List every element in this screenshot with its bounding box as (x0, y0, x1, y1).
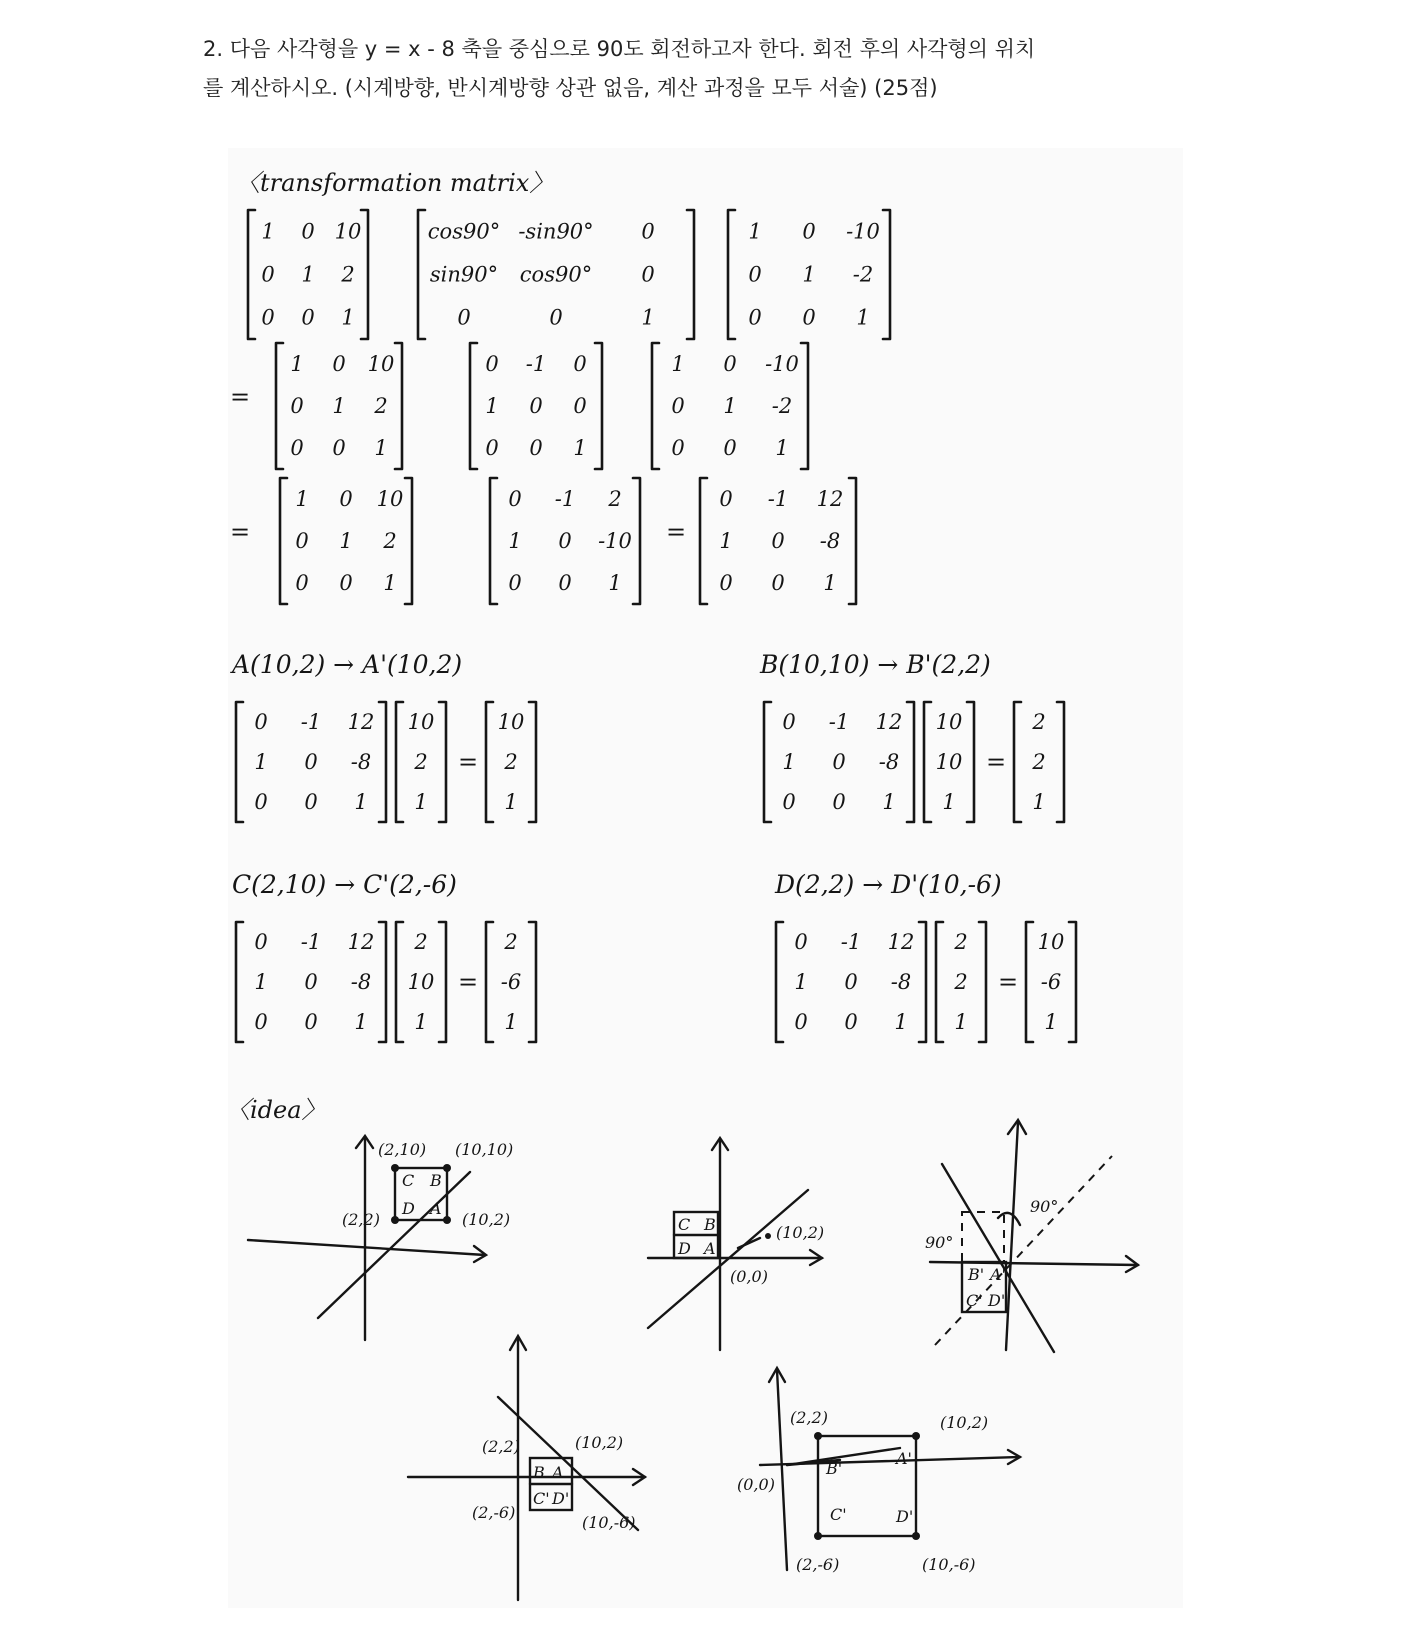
label-c: C (402, 1171, 415, 1190)
point-b-title: B(10,10) → B'(2,2) (760, 650, 991, 679)
point-b-transform-cell: 0 (782, 710, 796, 734)
r2-matrix-2-cell: 0 (485, 436, 499, 460)
point-a-transform-cell: 0 (254, 790, 268, 814)
r1-matrix-3-cell: 1 (748, 219, 762, 244)
label-origin: (0,0) (737, 1475, 775, 1494)
r3-matrix-1-cell: 1 (295, 487, 309, 511)
r1-matrix-3-cell: 0 (802, 305, 816, 330)
label-2-minus6: (2,-6) (472, 1503, 516, 1522)
label-10-minus6: (10,-6) (922, 1555, 976, 1574)
r3-equals: = (229, 518, 251, 546)
r3-matrix-3-cell: 12 (816, 487, 844, 511)
r1-matrix-2-cell: -sin90° (518, 219, 594, 244)
label-b: B (533, 1463, 545, 1482)
r1-matrix-3-cell: -10 (846, 219, 880, 244)
point-a-transform-cell: -8 (350, 750, 372, 774)
point-d-transform-cell: 12 (887, 930, 915, 954)
r1-matrix-2-cell: 0 (457, 305, 471, 330)
point-c-vector-cell: 10 (407, 970, 435, 994)
point-a-transform-cell: 0 (304, 790, 318, 814)
r1-matrix-1-cell: 0 (301, 219, 315, 244)
point-b-result-cell: 1 (1032, 790, 1046, 814)
label-a-prime: A' (896, 1449, 912, 1468)
r1-matrix-3-cell: 0 (802, 219, 816, 244)
r1-matrix-2-cell: 1 (641, 305, 655, 330)
r3-matrix-2-cell: 1 (608, 571, 622, 595)
point-c-transform-cell: -1 (300, 930, 322, 954)
r1-matrix-3-cell: 1 (856, 305, 870, 330)
label-a-prime: A' (990, 1265, 1006, 1284)
label-a: A (704, 1239, 716, 1258)
point-c-transform-cell: 0 (254, 930, 268, 954)
sketch-final-position (737, 1368, 1020, 1574)
r2-matrix-1-cell: 10 (367, 352, 395, 376)
r1-matrix-1-cell: 0 (261, 305, 275, 330)
line-y-equals-minus-x (942, 1164, 1054, 1352)
point-c-transform-cell: 0 (254, 1010, 268, 1034)
point-a-transform-cell: -1 (300, 710, 322, 734)
point-c-result-cell: -6 (500, 970, 522, 994)
r1-matrix-1-cell: 0 (301, 305, 315, 330)
point-a-equals: = (457, 748, 479, 776)
r3-matrix-2-cell: 1 (508, 529, 522, 553)
r3-matrix-3-cell: -8 (819, 529, 841, 553)
point-d-transform-cell: 1 (894, 1010, 908, 1034)
r2-matrix-2-cell: 1 (485, 394, 499, 418)
r2-matrix-2-cell: 0 (529, 436, 543, 460)
r3-matrix-3-cell: -1 (767, 487, 789, 511)
label-a: A (430, 1199, 442, 1218)
r1-matrix-1-cell: 1 (261, 219, 275, 244)
label-b: B (430, 1171, 442, 1190)
r3-matrix-2-cell: 0 (508, 571, 522, 595)
r3-equals-2: = (665, 518, 687, 546)
r1-matrix-1-cell: 10 (334, 219, 362, 244)
label-a: A (552, 1463, 564, 1482)
r1-matrix-3-cell: -2 (852, 262, 874, 287)
point-c-vector-cell: 2 (414, 930, 428, 954)
label-d-prime: D' (988, 1291, 1006, 1310)
point-a-transform-cell: 0 (254, 710, 268, 734)
point-b-vector-cell: 10 (935, 710, 963, 734)
r3-matrix-2-cell: -1 (554, 487, 576, 511)
r2-matrix-2-cell: -1 (525, 352, 547, 376)
r2-matrix-1-cell: 0 (290, 394, 304, 418)
y-axis (1006, 1122, 1018, 1350)
r2-matrix-2-cell: 1 (573, 436, 587, 460)
point-b-transform-cell: 1 (782, 750, 796, 774)
r1-matrix-3-cell: 0 (748, 305, 762, 330)
r3-matrix-1-cell: 0 (295, 571, 309, 595)
idea-heading: 〈idea〉 (226, 1096, 326, 1124)
r2-matrix-3-cell: 0 (671, 394, 685, 418)
point-b-result-cell: 2 (1032, 710, 1046, 734)
r1-matrix-1-cell: 2 (341, 262, 355, 287)
r2-matrix-3-cell: 1 (775, 436, 789, 460)
r1-matrix-2-cell: sin90° (429, 262, 499, 287)
r3-matrix-2-cell: 0 (558, 529, 572, 553)
point-c-transform-cell: 0 (304, 970, 318, 994)
r3-matrix-1-cell: 1 (339, 529, 353, 553)
r2-matrix-1-cell: 1 (374, 436, 388, 460)
label-d: D (402, 1199, 415, 1218)
r2-matrix-1-cell: 0 (290, 436, 304, 460)
r2-matrix-3-cell: 0 (671, 436, 685, 460)
x-axis (248, 1240, 485, 1255)
point-d-vector-cell: 2 (954, 930, 968, 954)
label-c: C (678, 1215, 691, 1234)
r2-matrix-3-cell: -10 (765, 352, 799, 376)
point-a-title: A(10,2) → A'(10,2) (232, 650, 463, 679)
r2-matrix-2-cell: 0 (573, 352, 587, 376)
label-d: D (678, 1239, 691, 1258)
r3-matrix-1-cell: 0 (295, 529, 309, 553)
r2-matrix-1-cell: 1 (332, 394, 346, 418)
r3-matrix-3-cell: 0 (771, 571, 785, 595)
r1-matrix-3-cell: 1 (802, 262, 816, 287)
label-10-2: (10,2) (776, 1223, 825, 1242)
dashed-line (935, 1156, 1112, 1345)
r2-equals: = (229, 383, 251, 411)
r3-matrix-1-cell: 1 (383, 571, 397, 595)
r3-matrix-3-cell: 0 (719, 571, 733, 595)
r3-matrix-3-cell: 1 (719, 529, 733, 553)
point-a-transform-cell: 12 (347, 710, 375, 734)
r1-matrix-3-cell: 0 (748, 262, 762, 287)
label-origin: (0,0) (730, 1267, 768, 1286)
label-d-prime: D' (552, 1489, 570, 1508)
point-c-transform-cell: 1 (354, 1010, 368, 1034)
r2-matrix-2-cell: 0 (529, 394, 543, 418)
r3-matrix-1-cell: 2 (383, 529, 397, 553)
sketch-rotated-about-line (408, 1336, 645, 1600)
point-c-equals: = (457, 968, 479, 996)
point-a-vector-cell: 10 (407, 710, 435, 734)
label-90-left: 90° (925, 1233, 954, 1252)
point-a-transform-cell: 0 (304, 750, 318, 774)
point-a-result-cell: 2 (504, 750, 518, 774)
point-b-transform-cell: 1 (882, 790, 896, 814)
point-d-vector-cell: 1 (954, 1010, 968, 1034)
label-10-2: (10,2) (575, 1433, 624, 1452)
label-c-prime: C' (966, 1291, 983, 1310)
label-2-2: (2,2) (342, 1210, 380, 1229)
r3-matrix-3-cell: 0 (771, 529, 785, 553)
point-d-equals: = (997, 968, 1019, 996)
r2-matrix-2-cell: 0 (485, 352, 499, 376)
point-a-result-cell: 1 (504, 790, 518, 814)
r1-matrix-2-cell: 0 (641, 262, 655, 287)
r1-matrix-2-cell: 0 (641, 219, 655, 244)
label-10-minus6: (10,-6) (582, 1513, 636, 1532)
point-d-transform-cell: 0 (844, 1010, 858, 1034)
r1-matrix-2-cell: cos90° (519, 262, 593, 287)
point-d-result-cell: -6 (1040, 970, 1062, 994)
sketch-rotation-90 (925, 1120, 1138, 1352)
point-b-result-cell: 2 (1032, 750, 1046, 774)
label-2-2: (2,2) (482, 1437, 520, 1456)
r2-matrix-3-cell: 1 (723, 394, 737, 418)
transformation-matrix-heading: 〈transformation matrix〉 (236, 169, 554, 197)
label-c-prime: C' (830, 1505, 847, 1524)
label-2-10: (2,10) (378, 1140, 427, 1159)
point-c-title: C(2,10) → C'(2,-6) (232, 870, 457, 899)
label-10-2: (10,2) (940, 1413, 989, 1432)
r2-matrix-1-cell: 0 (332, 352, 346, 376)
r3-matrix-3-cell: 0 (719, 487, 733, 511)
point-b-transform-cell: 0 (782, 790, 796, 814)
r2-matrix-3-cell: 1 (671, 352, 685, 376)
point-b-transform-cell: 0 (832, 750, 846, 774)
point-c-transform-cell: -8 (350, 970, 372, 994)
label-d-prime: D' (896, 1507, 914, 1526)
point-b-transform-cell: -1 (828, 710, 850, 734)
point-a-transform-cell: 1 (354, 790, 368, 814)
r1-matrix-2-cell: 0 (549, 305, 563, 330)
label-10-10: (10,10) (455, 1140, 514, 1159)
r3-matrix-1-cell: 10 (376, 487, 404, 511)
r1-matrix-1-cell: 0 (261, 262, 275, 287)
r2-matrix-3-cell: -2 (771, 394, 793, 418)
point-b-transform-cell: -8 (878, 750, 900, 774)
r2-matrix-3-cell: 0 (723, 352, 737, 376)
question-line-1: 2. 다음 사각형을 y = x - 8 축을 중심으로 90도 회전하고자 한다. 회전 후의 사각형의 위치 (203, 37, 1036, 61)
point-a-transform-cell: 1 (254, 750, 268, 774)
r3-matrix-2-cell: -10 (598, 529, 632, 553)
y-axis (777, 1370, 787, 1570)
r2-matrix-1-cell: 2 (374, 394, 388, 418)
label-b-prime: B' (826, 1459, 843, 1478)
label-90-top: 90° (1030, 1197, 1059, 1216)
label-c-prime: C' (533, 1489, 550, 1508)
point-d-transform-cell: 0 (844, 970, 858, 994)
point-d-title: D(2,2) → D'(10,-6) (775, 870, 1002, 899)
point-a-vector-cell: 2 (414, 750, 428, 774)
label-2-minus6: (2,-6) (796, 1555, 840, 1574)
point-d-transform-cell: 0 (794, 930, 808, 954)
rotation-arrow (998, 1213, 1020, 1225)
label-b: B (704, 1215, 716, 1234)
r3-matrix-2-cell: 0 (508, 487, 522, 511)
point-d-transform-cell: -8 (890, 970, 912, 994)
point-c-result-cell: 2 (504, 930, 518, 954)
r2-matrix-1-cell: 1 (290, 352, 304, 376)
r1-matrix-1-cell: 1 (341, 305, 355, 330)
r3-matrix-1-cell: 0 (339, 487, 353, 511)
r2-matrix-3-cell: 0 (723, 436, 737, 460)
sketch-translated-square (648, 1138, 824, 1350)
label-2-2: (2,2) (790, 1408, 828, 1427)
point-c-transform-cell: 1 (254, 970, 268, 994)
point-b-transform-cell: 12 (875, 710, 903, 734)
r3-matrix-2-cell: 0 (558, 571, 572, 595)
point-b-equals: = (985, 748, 1007, 776)
r3-matrix-2-cell: 2 (608, 487, 622, 511)
point-b-transform-cell: 0 (832, 790, 846, 814)
r3-matrix-1-cell: 0 (339, 571, 353, 595)
point-c-vector-cell: 1 (414, 1010, 428, 1034)
point-d-result-cell: 10 (1037, 930, 1065, 954)
r1-matrix-1-cell: 1 (301, 262, 315, 287)
point-c-result-cell: 1 (504, 1010, 518, 1034)
point-a-vector-cell: 1 (414, 790, 428, 814)
point-c-transform-cell: 12 (347, 930, 375, 954)
point-b-vector-cell: 10 (935, 750, 963, 774)
point-b-vector-cell: 1 (942, 790, 956, 814)
point-d-result-cell: 1 (1044, 1010, 1058, 1034)
point-c-transform-cell: 0 (304, 1010, 318, 1034)
point-d-transform-cell: -1 (840, 930, 862, 954)
r1-matrix-2-cell: cos90° (427, 219, 501, 244)
point-d-transform-cell: 0 (794, 1010, 808, 1034)
point-d-transform-cell: 1 (794, 970, 808, 994)
label-b-prime: B' (968, 1265, 985, 1284)
r3-matrix-3-cell: 1 (823, 571, 837, 595)
point-a-result-cell: 10 (497, 710, 525, 734)
r2-matrix-1-cell: 0 (332, 436, 346, 460)
r2-matrix-2-cell: 0 (573, 394, 587, 418)
question-line-2: 를 계산하시오. (시계방향, 반시계방향 상관 없음, 계산 과정을 모두 서술) (25점) (203, 76, 938, 100)
point-d-vector-cell: 2 (954, 970, 968, 994)
sketch-original-square (248, 1136, 513, 1340)
label-10-2: (10,2) (462, 1210, 511, 1229)
